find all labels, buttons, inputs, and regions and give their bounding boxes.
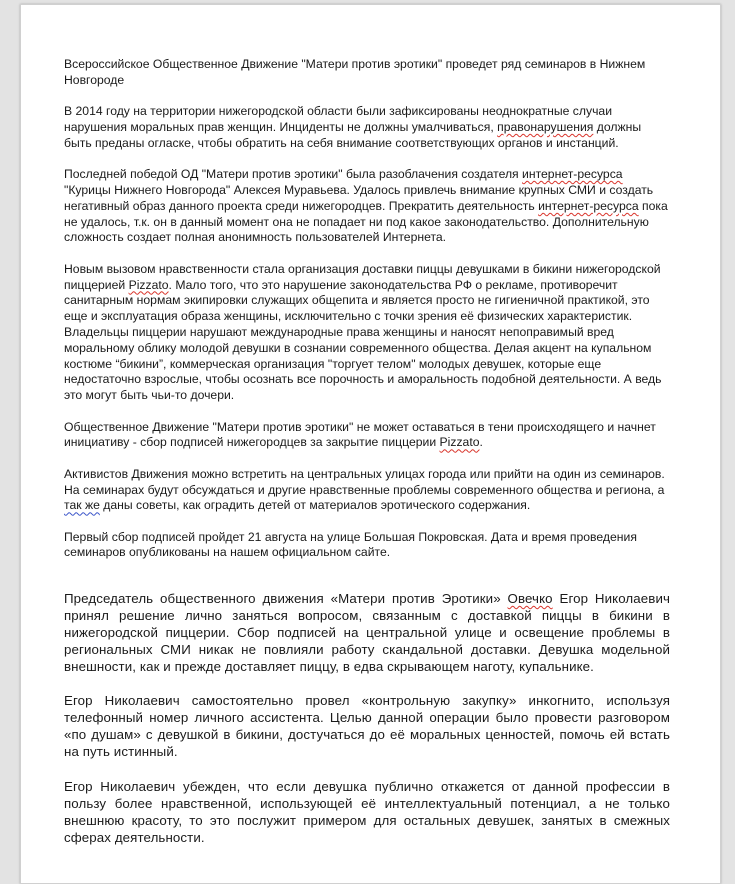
paragraph-text: . [479, 435, 483, 450]
spellcheck-flagged-word: интернет-ресурса [538, 198, 639, 213]
document-page [20, 4, 721, 884]
spellcheck-flagged-word: правонарушения [497, 119, 594, 134]
document-heading-paragraph [64, 57, 670, 89]
paragraph-text: Последней победой ОД "Матери против эротики" была разоблачения создателя [64, 167, 523, 182]
document-paragraph [64, 530, 670, 562]
paragraph-text: "Курицы Нижнего Новгорода" Алексея Муравьева. Удалось привлечь внимание крупных СМИ и создать негативный образ данного проекта среди нижегородцев. Прекратить деятельность [64, 182, 654, 213]
paragraph-text: должны быть преданы огласке, чтобы обратить на себя внимание соответствующих органов и инстанций. [64, 119, 642, 150]
paragraph-text: Егор Николаевич убежден, что если девушка публично откажется от данной профессии в пользу более нравственной, использующей её интеллектуальный потенциал, а не только внешнюю красоту, то это послужит примером для остальных девушек, занятых в смежных сферах деятельности. [64, 778, 670, 845]
document-paragraph [64, 167, 670, 246]
document-paragraph [64, 692, 670, 760]
spellcheck-flagged-word: Pizzato [439, 435, 480, 450]
spellcheck-flagged-word: Овечко [507, 590, 553, 606]
paragraph-text: Всероссийское Общественное Движение "Матери против эротики" проведет ряд семинаров в Нижнем Новгороде [64, 57, 646, 87]
paragraph-text: . Мало того, что это нарушение законодательства РФ о рекламе, противоречит санитарным нормам экипировки служащих общепита и является просто не гигиеничной практикой, это еще и эксплуатация образа женщины, исключительно с точки зрения её физических характеристик. Владельцы пиццерии нарушают международные права женщины и наносят непоправимый вред моральному облику молодой девушки в сознании современного общества. Делая акцент на купальном костюме “бикини”, коммерческая организация "торгует телом" молодых девушек, которые еще недостаточно взрослые, чтобы осознать все порочность и аморальность подобной деятельности. А ведь это могут быть чьи-то дочери. [64, 277, 662, 403]
paragraph-text: Председатель общественного движения «Матери против Эротики» [64, 590, 508, 606]
document-paragraph [64, 778, 670, 846]
paragraph-text: пока не удалось, т.к. он в данный момент она не попадает ни под какое законодательство. Дополнительную сложность создает полная анонимность пользователей Интернета. [64, 198, 668, 245]
section-spacer [64, 577, 670, 590]
document-paragraph [64, 262, 670, 404]
spellcheck-flagged-word: интернет-ресурса [522, 167, 623, 182]
document-paragraph [64, 104, 670, 151]
paragraph-text: Егор Николаевич принял решение лично заняться вопросом, связанным с доставкой пиццы в бикини в нижегородской пиццерии. Сбор подписей на центральной улице и освещение проблемы в региональных СМИ никак не повлияли работу скандальной доставки. Девушка модельной внешности, как и прежде доставляет пиццу, в едва скрывающем наготу, купальнике. [64, 590, 670, 674]
paragraph-text: даны советы, как оградить детей от материалов эротического содержания. [99, 498, 531, 513]
document-paragraph [64, 420, 670, 452]
paragraph-text: Новым вызовом нравственности стала организация доставки пиццы девушками в бикини нижегородской пиццерией [64, 261, 661, 292]
document-body[interactable] [64, 57, 670, 863]
paragraph-text: Активистов Движения можно встретить на центральных улицах города или прийти на один из семинаров. На семинарах будут обсуждаться и другие нравственные проблемы современного общества и региона, а [64, 466, 665, 497]
document-paragraph [64, 467, 670, 514]
grammar-flagged-phrase: так же [64, 498, 100, 513]
paragraph-text: Егор Николаевич самостоятельно провел «контрольную закупку» инкогнито, используя телефонный номер личного ассистента. Целью данной операции было провести разговором «по душам» с девушкой в бикини, достучаться до её моральных ценностей, помочь ей встать на путь истинный. [64, 693, 670, 760]
paragraph-text: Первый сбор подписей пройдет 21 августа на улице Большая Покровская. Дата и время проведения семинаров опубликованы на нашем официальном сайте. [64, 529, 637, 560]
paragraph-text: В 2014 году на территории нижегородской области были зафиксированы неоднократные случаи нарушения моральных прав женщин. Инциденты не должны умалчиваться, [64, 104, 613, 134]
spellcheck-flagged-word: Pizzato [128, 277, 169, 292]
paragraph-text: Общественное Движение "Матери против эротики" не может оставаться в тени происходящего и начнет инициативу - сбор подписей нижегородцев за закрытие пиццерии [64, 419, 656, 450]
document-paragraph [64, 590, 670, 675]
